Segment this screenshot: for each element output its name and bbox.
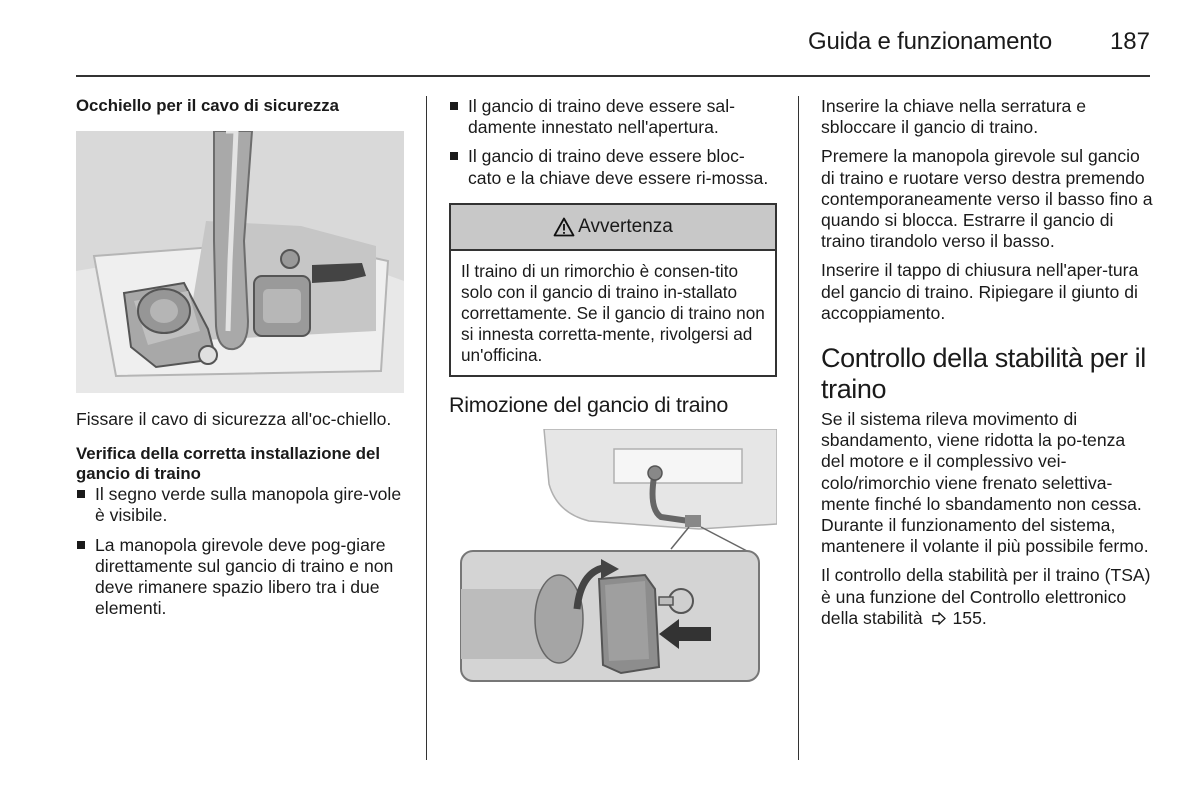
list-item: Il segno verde sulla manopola gire-vole è visibile.: [76, 484, 406, 526]
safety-cable-heading: Occhiello per il cavo di sicurezza: [76, 96, 340, 115]
bullet-square-icon: [450, 102, 458, 110]
header-divider: [76, 75, 1150, 77]
list-item: Il gancio di traino deve essere bloc-cato e la chiave deve essere ri-mossa.: [449, 146, 777, 188]
bullet-square-icon: [77, 490, 85, 498]
safety-cable-caption: Fissare il cavo di sicurezza all'oc-chiello.: [76, 409, 392, 429]
page-reference[interactable]: 155.: [952, 607, 987, 628]
bullet-square-icon: [77, 541, 85, 549]
page-number: 187: [1109, 28, 1150, 55]
bullet-square-icon: [450, 152, 458, 160]
removal-heading: Rimozione del gancio di traino: [449, 392, 729, 417]
installation-check-heading: Verifica della corretta installazione del gancio di traino: [76, 444, 381, 484]
towbar-removal-illustration: [449, 429, 777, 694]
column-3: [821, 96, 1153, 629]
paragraph: Premere la manopola girevole sul gancio di traino e ruotare verso destra premendo contemporaneamente verso il basso fino a quando si blocca. Estrarre il gancio di traino tirandolo verso il basso.: [821, 146, 1153, 252]
warning-title: Avvertenza: [578, 216, 673, 238]
column-2: [449, 96, 777, 694]
safety-cable-eyelet-illustration: [76, 131, 404, 393]
list-item: Il gancio di traino deve essere sal-damente innestato nell'apertura.: [449, 96, 777, 138]
paragraph: Inserire il tappo di chiusura nell'aper-tura del gancio di traino. Ripiegare il giunto di accoppiamento.: [821, 260, 1139, 323]
section-title: Guida e funzionamento: [808, 28, 1052, 55]
page-header: [0, 28, 1200, 54]
tsa-heading: Controllo della stabilità per il traino: [821, 343, 1146, 405]
installation-check-list: [76, 484, 406, 619]
column-divider-2: [798, 96, 799, 760]
warning-triangle-icon: [553, 217, 575, 237]
warning-box: [449, 203, 777, 377]
tsa-paragraph: Il controllo della stabilità per il traino (TSA) è una funzione del Controllo elettronico della stabilità 155.: [821, 565, 1151, 628]
check-list-continued: [449, 96, 777, 189]
cross-reference-arrow-icon: [932, 612, 946, 625]
removal-drawing: [449, 429, 777, 694]
paragraph: Inserire la chiave nella serratura e sbloccare il gancio di traino.: [821, 96, 1087, 138]
warning-text: Il traino di un rimorchio è consen-tito solo con il gancio di traino in-stallato correttamente. Se il gancio di traino non si innesta corretta-mente, rivolgersi ad un'officina.: [461, 260, 765, 365]
warning-header: [451, 205, 775, 251]
column-divider-1: [426, 96, 427, 760]
paragraph: Se il sistema rileva movimento di sbandamento, viene ridotta la po-tenza del motore e il complessivo vei-colo/rimorchio viene frenato selettiva-mente finché lo sbandamento non cessa. Durante il funzionamento del sistema, mantenere il volante il più possibile fermo.: [821, 409, 1149, 557]
eyelet-drawing: [76, 131, 404, 393]
column-1: [76, 96, 406, 619]
list-item: La manopola girevole deve pog-giare direttamente sul gancio di traino e non deve rimanere spazio libero tra i due elementi.: [76, 535, 406, 620]
